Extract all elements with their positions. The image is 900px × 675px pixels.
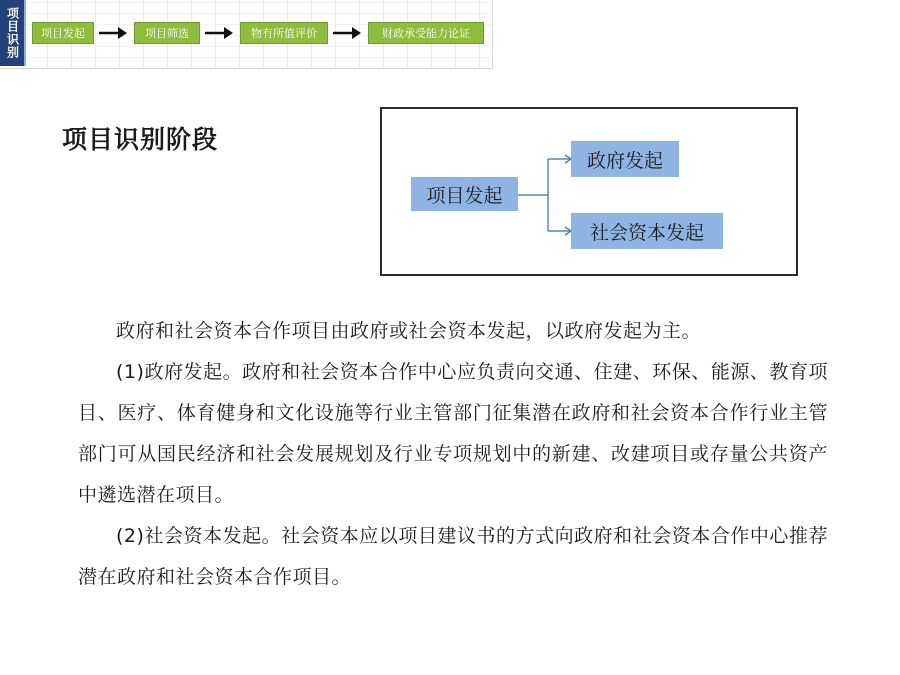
step-fiscal-capacity: 财政承受能力论证: [368, 22, 484, 44]
arrow-right-icon: [204, 25, 234, 41]
arrow-right-icon: [98, 25, 128, 41]
paragraph-social-capital: (2)社会资本发起。社会资本应以项目建议书的方式向政府和社会资本合作中心推荐潜在政府和社会资本合作项目。: [78, 525, 828, 588]
node-social-capital-initiated: 社会资本发起: [571, 213, 723, 249]
process-strip: [0, 0, 493, 69]
node-project-initiation: 项目发起: [411, 177, 518, 211]
node-government-initiated: 政府发起: [571, 141, 679, 177]
paragraph-intro: 政府和社会资本合作项目由政府或社会资本发起，以政府发起为主。: [116, 320, 702, 342]
step-project-screening: 项目筛选: [134, 22, 200, 44]
arrow-right-icon: [332, 25, 362, 41]
body-text: [78, 311, 828, 598]
step-value-for-money: 物有所值评价: [240, 22, 328, 44]
initiation-diagram: [380, 107, 798, 276]
page-title: 项目识别阶段: [62, 125, 219, 154]
paragraph-government: (1)政府发起。政府和社会资本合作中心应负责向交通、住建、环保、能源、教育项目、医疗、体育健身和文化设施等行业主管部门征集潜在政府和社会资本合作行业主管部门可从国民经济和社会发展规划及行业专项规划中的新建、改建项目或存量公共资产中遴选潜在项目。: [78, 361, 828, 506]
step-project-initiation: 项目发起: [32, 22, 94, 44]
stage-tag: 项目识别: [0, 0, 26, 66]
